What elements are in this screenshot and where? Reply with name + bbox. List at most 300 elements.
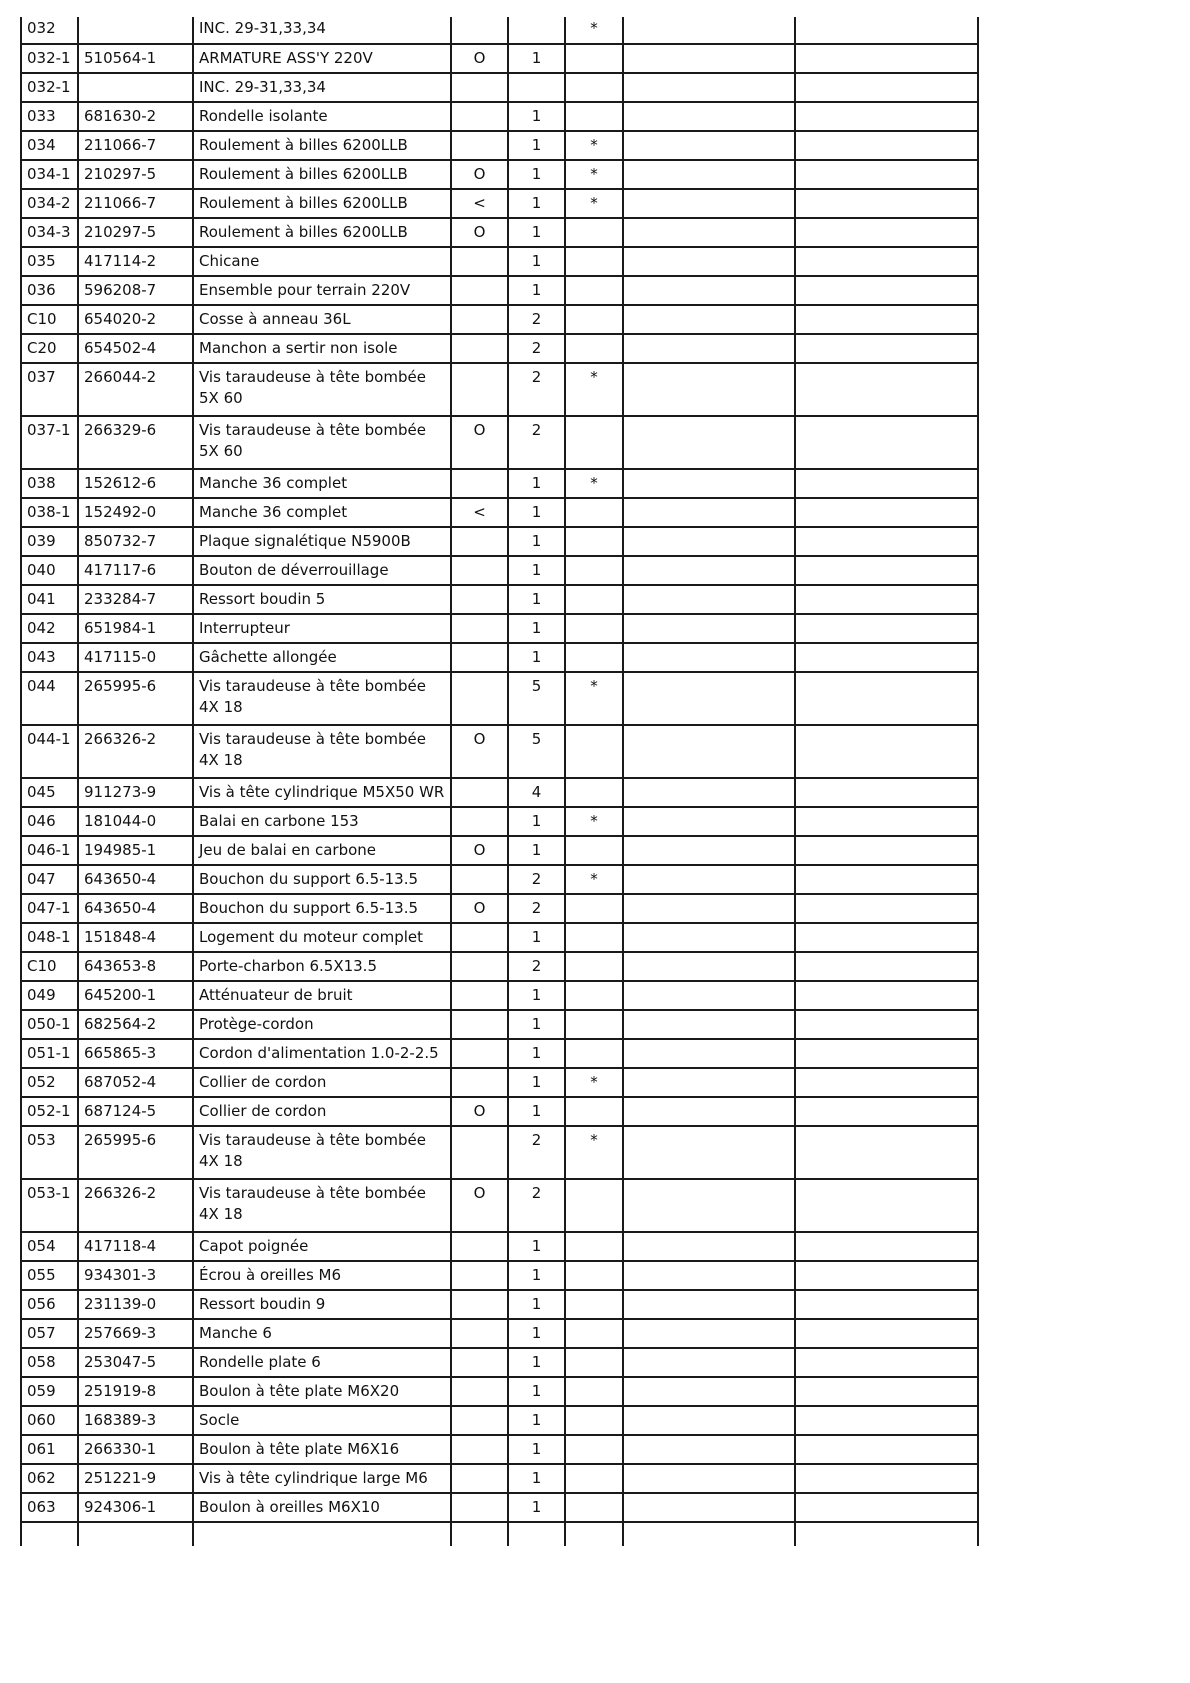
quantity-cell: 1 — [508, 44, 565, 73]
description-cell: Interrupteur — [193, 614, 451, 643]
table-row — [21, 1290, 978, 1319]
empty-cell — [623, 334, 795, 363]
quantity-cell: 1 — [508, 556, 565, 585]
part-number-cell: 417118-4 — [78, 1232, 193, 1261]
table-row — [21, 247, 978, 276]
description-cell: Vis taraudeuse à tête bombée 4X 18 — [193, 725, 451, 778]
empty-cell — [795, 305, 978, 334]
empty-cell — [623, 1097, 795, 1126]
empty-cell — [795, 1010, 978, 1039]
quantity-cell: 5 — [508, 725, 565, 778]
table-row — [21, 131, 978, 160]
description-cell: ARMATURE ASS'Y 220V — [193, 44, 451, 73]
item-number-cell: 034-1 — [21, 160, 78, 189]
quantity-cell: 1 — [508, 1068, 565, 1097]
note-cell — [451, 1039, 508, 1068]
empty-cell — [623, 585, 795, 614]
item-number-cell: 041 — [21, 585, 78, 614]
mark-cell — [565, 276, 623, 305]
empty-cell — [795, 469, 978, 498]
description-cell: Écrou à oreilles M6 — [193, 1261, 451, 1290]
part-number-cell: 417115-0 — [78, 643, 193, 672]
item-number-cell: 033 — [21, 102, 78, 131]
mark-cell — [565, 305, 623, 334]
mark-cell — [565, 527, 623, 556]
item-number-cell: 052-1 — [21, 1097, 78, 1126]
note-cell — [451, 334, 508, 363]
item-number-cell: 057 — [21, 1319, 78, 1348]
empty-cell — [795, 1126, 978, 1179]
quantity-cell: 1 — [508, 1232, 565, 1261]
table-row — [21, 1126, 978, 1179]
quantity-cell: 1 — [508, 247, 565, 276]
empty-cell — [795, 952, 978, 981]
mark-cell — [565, 836, 623, 865]
empty-cell — [795, 1179, 978, 1232]
description-cell: Collier de cordon — [193, 1097, 451, 1126]
table-row — [21, 1179, 978, 1232]
empty-cell — [623, 363, 795, 416]
note-cell: O — [451, 894, 508, 923]
empty-cell — [795, 865, 978, 894]
note-cell — [451, 469, 508, 498]
quantity-cell: 1 — [508, 189, 565, 218]
mark-cell: * — [565, 189, 623, 218]
item-number-cell: 052 — [21, 1068, 78, 1097]
item-number-cell: 063 — [21, 1493, 78, 1522]
empty-cell — [795, 498, 978, 527]
table-row — [21, 1464, 978, 1493]
item-number-cell: 043 — [21, 643, 78, 672]
description-cell: Roulement à billes 6200LLB — [193, 218, 451, 247]
description-cell: Roulement à billes 6200LLB — [193, 131, 451, 160]
empty-cell — [623, 1261, 795, 1290]
empty-cell — [623, 1377, 795, 1406]
note-cell: < — [451, 189, 508, 218]
empty-cell — [795, 218, 978, 247]
part-number-cell: 266329-6 — [78, 416, 193, 469]
empty-cell — [795, 778, 978, 807]
table-row — [21, 44, 978, 73]
empty-cell — [21, 1522, 78, 1546]
empty-cell — [623, 836, 795, 865]
mark-cell: * — [565, 865, 623, 894]
note-cell — [451, 614, 508, 643]
item-number-cell: 062 — [21, 1464, 78, 1493]
empty-cell — [795, 1435, 978, 1464]
item-number-cell: 049 — [21, 981, 78, 1010]
table-row — [21, 1039, 978, 1068]
quantity-cell: 1 — [508, 1377, 565, 1406]
note-cell — [451, 1377, 508, 1406]
mark-cell: * — [565, 1068, 623, 1097]
quantity-cell: 1 — [508, 807, 565, 836]
item-number-cell: 048-1 — [21, 923, 78, 952]
quantity-cell: 2 — [508, 894, 565, 923]
table-row — [21, 189, 978, 218]
description-cell: Vis taraudeuse à tête bombée 4X 18 — [193, 1179, 451, 1232]
empty-cell — [795, 1290, 978, 1319]
empty-cell — [795, 1068, 978, 1097]
table-row — [21, 923, 978, 952]
part-number-cell: 687124-5 — [78, 1097, 193, 1126]
mark-cell — [565, 778, 623, 807]
item-number-cell: 060 — [21, 1406, 78, 1435]
note-cell — [451, 1232, 508, 1261]
quantity-cell: 1 — [508, 1097, 565, 1126]
note-cell — [451, 247, 508, 276]
item-number-cell: 035 — [21, 247, 78, 276]
table-row — [21, 363, 978, 416]
note-cell — [451, 1464, 508, 1493]
item-number-cell: 036 — [21, 276, 78, 305]
note-cell — [451, 1068, 508, 1097]
empty-cell — [795, 1039, 978, 1068]
part-number-cell: 266044-2 — [78, 363, 193, 416]
table-row — [21, 981, 978, 1010]
description-cell: Vis taraudeuse à tête bombée 5X 60 — [193, 363, 451, 416]
quantity-cell: 1 — [508, 1464, 565, 1493]
description-cell: Boulon à tête plate M6X16 — [193, 1435, 451, 1464]
empty-cell — [795, 1097, 978, 1126]
quantity-cell: 1 — [508, 276, 565, 305]
empty-cell — [193, 1522, 451, 1546]
mark-cell — [565, 923, 623, 952]
table-row — [21, 1319, 978, 1348]
note-cell — [451, 1319, 508, 1348]
empty-cell — [623, 614, 795, 643]
mark-cell — [565, 1435, 623, 1464]
description-cell: Bouchon du support 6.5-13.5 — [193, 894, 451, 923]
empty-cell — [795, 1377, 978, 1406]
empty-cell — [623, 73, 795, 102]
note-cell: O — [451, 44, 508, 73]
note-cell: O — [451, 725, 508, 778]
quantity-cell: 1 — [508, 1261, 565, 1290]
empty-cell — [795, 1348, 978, 1377]
empty-cell — [623, 807, 795, 836]
empty-cell — [623, 1010, 795, 1039]
part-number-cell: 168389-3 — [78, 1406, 193, 1435]
mark-cell — [565, 556, 623, 585]
table-row — [21, 1435, 978, 1464]
empty-cell — [795, 247, 978, 276]
empty-cell — [795, 1232, 978, 1261]
part-number-cell: 210297-5 — [78, 160, 193, 189]
part-number-cell: 643650-4 — [78, 865, 193, 894]
empty-cell — [795, 1522, 978, 1546]
mark-cell: * — [565, 469, 623, 498]
quantity-cell: 1 — [508, 1493, 565, 1522]
description-cell: Boulon à oreilles M6X10 — [193, 1493, 451, 1522]
empty-cell — [795, 416, 978, 469]
empty-cell — [623, 189, 795, 218]
item-number-cell: 039 — [21, 527, 78, 556]
mark-cell — [565, 1261, 623, 1290]
quantity-cell — [508, 17, 565, 44]
item-number-cell: 038 — [21, 469, 78, 498]
note-cell — [451, 305, 508, 334]
note-cell — [451, 865, 508, 894]
description-cell: Chicane — [193, 247, 451, 276]
part-number-cell: 665865-3 — [78, 1039, 193, 1068]
description-cell: Cordon d'alimentation 1.0-2-2.5 — [193, 1039, 451, 1068]
empty-cell — [623, 1290, 795, 1319]
table-row — [21, 1261, 978, 1290]
table-row — [21, 836, 978, 865]
mark-cell — [565, 614, 623, 643]
part-number-cell: 231139-0 — [78, 1290, 193, 1319]
note-cell — [451, 672, 508, 725]
empty-cell — [795, 981, 978, 1010]
quantity-cell: 1 — [508, 102, 565, 131]
table-row — [21, 1232, 978, 1261]
table-row — [21, 1348, 978, 1377]
empty-cell — [795, 131, 978, 160]
table-row — [21, 1068, 978, 1097]
empty-cell — [795, 160, 978, 189]
part-number-cell: 152612-6 — [78, 469, 193, 498]
part-number-cell: 911273-9 — [78, 778, 193, 807]
empty-cell — [623, 160, 795, 189]
description-cell: Vis taraudeuse à tête bombée 4X 18 — [193, 1126, 451, 1179]
empty-cell — [623, 643, 795, 672]
quantity-cell: 5 — [508, 672, 565, 725]
table-row — [21, 305, 978, 334]
empty-cell — [623, 1126, 795, 1179]
mark-cell: * — [565, 131, 623, 160]
part-number-cell: 233284-7 — [78, 585, 193, 614]
description-cell: Plaque signalétique N5900B — [193, 527, 451, 556]
part-number-cell: 266326-2 — [78, 1179, 193, 1232]
note-cell — [451, 131, 508, 160]
note-cell — [451, 643, 508, 672]
item-number-cell: 055 — [21, 1261, 78, 1290]
item-number-cell: 037-1 — [21, 416, 78, 469]
quantity-cell: 1 — [508, 1348, 565, 1377]
empty-cell — [623, 305, 795, 334]
quantity-cell: 4 — [508, 778, 565, 807]
empty-cell — [623, 469, 795, 498]
table-row — [21, 614, 978, 643]
description-cell: INC. 29-31,33,34 — [193, 17, 451, 44]
description-cell: Jeu de balai en carbone — [193, 836, 451, 865]
item-number-cell: 034 — [21, 131, 78, 160]
part-number-cell: 681630-2 — [78, 102, 193, 131]
description-cell: Logement du moteur complet — [193, 923, 451, 952]
part-number-cell: 417117-6 — [78, 556, 193, 585]
mark-cell — [565, 643, 623, 672]
table-row — [21, 725, 978, 778]
part-number-cell: 194985-1 — [78, 836, 193, 865]
empty-cell — [623, 498, 795, 527]
table-row — [21, 865, 978, 894]
item-number-cell: 046-1 — [21, 836, 78, 865]
item-number-cell: 051-1 — [21, 1039, 78, 1068]
quantity-cell: 1 — [508, 643, 565, 672]
item-number-cell: 050-1 — [21, 1010, 78, 1039]
mark-cell — [565, 585, 623, 614]
quantity-cell: 1 — [508, 614, 565, 643]
note-cell: O — [451, 836, 508, 865]
quantity-cell: 2 — [508, 416, 565, 469]
note-cell — [451, 73, 508, 102]
description-cell: Cosse à anneau 36L — [193, 305, 451, 334]
item-number-cell: 047-1 — [21, 894, 78, 923]
note-cell — [451, 778, 508, 807]
empty-cell — [623, 672, 795, 725]
quantity-cell: 1 — [508, 1435, 565, 1464]
part-number-cell: 151848-4 — [78, 923, 193, 952]
empty-cell — [623, 44, 795, 73]
table-row — [21, 469, 978, 498]
empty-cell — [78, 1522, 193, 1546]
empty-cell — [623, 1319, 795, 1348]
note-cell — [451, 1261, 508, 1290]
note-cell — [451, 363, 508, 416]
quantity-cell: 1 — [508, 1290, 565, 1319]
table-row-continuation — [21, 1522, 978, 1546]
table-row — [21, 585, 978, 614]
empty-cell — [623, 1522, 795, 1546]
empty-cell — [795, 1493, 978, 1522]
table-row — [21, 218, 978, 247]
item-number-cell: 037 — [21, 363, 78, 416]
mark-cell — [565, 1377, 623, 1406]
mark-cell — [565, 247, 623, 276]
part-number-cell: 210297-5 — [78, 218, 193, 247]
note-cell — [451, 981, 508, 1010]
part-number-cell: 643653-8 — [78, 952, 193, 981]
part-number-cell: 266326-2 — [78, 725, 193, 778]
empty-cell — [565, 1522, 623, 1546]
mark-cell — [565, 334, 623, 363]
empty-cell — [795, 923, 978, 952]
table-row — [21, 416, 978, 469]
description-cell: Roulement à billes 6200LLB — [193, 189, 451, 218]
empty-cell — [795, 725, 978, 778]
empty-cell — [623, 778, 795, 807]
quantity-cell: 1 — [508, 160, 565, 189]
quantity-cell: 1 — [508, 498, 565, 527]
mark-cell — [565, 894, 623, 923]
description-cell: Porte-charbon 6.5X13.5 — [193, 952, 451, 981]
quantity-cell: 1 — [508, 131, 565, 160]
part-number-cell: 251221-9 — [78, 1464, 193, 1493]
note-cell — [451, 1010, 508, 1039]
empty-cell — [795, 836, 978, 865]
empty-cell — [623, 725, 795, 778]
description-cell: INC. 29-31,33,34 — [193, 73, 451, 102]
empty-cell — [795, 1406, 978, 1435]
empty-cell — [795, 643, 978, 672]
quantity-cell: 1 — [508, 1406, 565, 1435]
note-cell — [451, 585, 508, 614]
empty-cell — [795, 614, 978, 643]
mark-cell — [565, 1406, 623, 1435]
empty-cell — [795, 894, 978, 923]
item-number-cell: 047 — [21, 865, 78, 894]
quantity-cell: 1 — [508, 469, 565, 498]
note-cell: O — [451, 416, 508, 469]
empty-cell — [623, 894, 795, 923]
description-cell: Vis taraudeuse à tête bombée 4X 18 — [193, 672, 451, 725]
part-number-cell: 181044-0 — [78, 807, 193, 836]
mark-cell — [565, 1493, 623, 1522]
mark-cell — [565, 1348, 623, 1377]
empty-cell — [795, 1464, 978, 1493]
note-cell — [451, 923, 508, 952]
mark-cell — [565, 1319, 623, 1348]
description-cell: Ressort boudin 5 — [193, 585, 451, 614]
note-cell — [451, 102, 508, 131]
item-number-cell: 053-1 — [21, 1179, 78, 1232]
empty-cell — [795, 73, 978, 102]
mark-cell — [565, 1290, 623, 1319]
table-row — [21, 778, 978, 807]
mark-cell — [565, 416, 623, 469]
table-row — [21, 73, 978, 102]
parts-table-body — [21, 17, 978, 1546]
description-cell: Bouton de déverrouillage — [193, 556, 451, 585]
empty-cell — [623, 218, 795, 247]
table-row — [21, 527, 978, 556]
mark-cell: * — [565, 1126, 623, 1179]
empty-cell — [623, 1068, 795, 1097]
empty-cell — [795, 363, 978, 416]
empty-cell — [623, 1039, 795, 1068]
note-cell — [451, 556, 508, 585]
description-cell: Atténuateur de bruit — [193, 981, 451, 1010]
mark-cell: * — [565, 807, 623, 836]
empty-cell — [508, 1522, 565, 1546]
item-number-cell: C10 — [21, 305, 78, 334]
part-number-cell: 596208-7 — [78, 276, 193, 305]
mark-cell — [565, 981, 623, 1010]
description-cell: Capot poignée — [193, 1232, 451, 1261]
part-number-cell — [78, 17, 193, 44]
item-number-cell: 053 — [21, 1126, 78, 1179]
empty-cell — [623, 865, 795, 894]
description-cell: Collier de cordon — [193, 1068, 451, 1097]
table-row — [21, 1097, 978, 1126]
empty-cell — [623, 1232, 795, 1261]
empty-cell — [623, 416, 795, 469]
note-cell — [451, 952, 508, 981]
mark-cell — [565, 725, 623, 778]
quantity-cell: 2 — [508, 1179, 565, 1232]
note-cell: O — [451, 218, 508, 247]
table-row — [21, 334, 978, 363]
mark-cell — [565, 1179, 623, 1232]
table-row — [21, 894, 978, 923]
item-number-cell: 061 — [21, 1435, 78, 1464]
part-number-cell: 924306-1 — [78, 1493, 193, 1522]
empty-cell — [623, 247, 795, 276]
table-row — [21, 1406, 978, 1435]
description-cell: Manchon a sertir non isole — [193, 334, 451, 363]
empty-cell — [795, 102, 978, 131]
table-row — [21, 498, 978, 527]
item-number-cell: 054 — [21, 1232, 78, 1261]
description-cell: Bouchon du support 6.5-13.5 — [193, 865, 451, 894]
table-row — [21, 102, 978, 131]
note-cell — [451, 1290, 508, 1319]
part-number-cell: 265995-6 — [78, 1126, 193, 1179]
empty-cell — [623, 17, 795, 44]
table-row — [21, 1493, 978, 1522]
empty-cell — [623, 1435, 795, 1464]
